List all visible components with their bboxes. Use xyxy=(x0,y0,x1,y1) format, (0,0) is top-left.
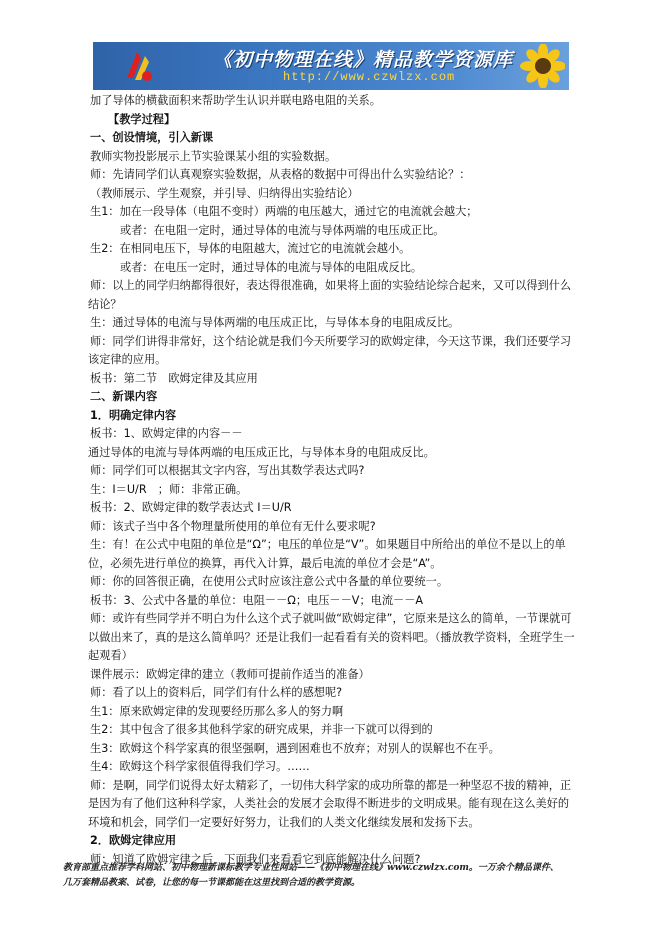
site-logo-icon xyxy=(123,48,153,84)
text-line: 板书：3、公式中各量的单位：电阻－－Ω；电压－－V；电流－－A xyxy=(90,593,424,607)
header-banner xyxy=(93,42,569,90)
text-line: 师：你的回答很正确，在使用公式时应该注意公式中各量的单位要统一。 xyxy=(90,575,449,588)
section-heading: 【教学过程】 xyxy=(108,112,176,126)
text-line: 生：I＝U/R ；师：非常正确。 xyxy=(90,482,248,496)
lesson-body xyxy=(90,92,580,869)
text-line: 生4：欧姆这个科学家很值得我们学习。…… xyxy=(90,760,310,773)
text-line: 生2：其中包含了很多其他科学家的研究成果，并非一下就可以得到的 xyxy=(90,723,433,736)
text-line: 通过导体的电流与导体两端的电压成正比，与导体本身的电阻成反比。 xyxy=(88,445,435,459)
section-heading: 二、新课内容 xyxy=(90,390,158,403)
footer-line: 几万套精品教案、试卷，让您的每一节课都能在这里找到合适的教学资源。 xyxy=(63,878,361,888)
text-line: 师：知道了欧姆定律之后，下面我们来看看它到底能解决什么问题? xyxy=(90,852,421,866)
text-line: 课件展示：欧姆定律的建立（教师可提前作适当的准备） xyxy=(90,667,370,681)
text-paragraph: 师：或许有些同学并不明白为什么这个式子就叫做“欧姆定律”，它原来是这么的简单，一节课就可以做出来了，真的是这么简单吗？还是让我们一起看看有关的资料吧。（播放教学资料，全班学生一起观看） xyxy=(88,612,575,662)
text-line: 师：看了以上的资料后，同学们有什么样的感想呢? xyxy=(90,686,343,699)
banner-url[interactable]: http://www.czwlzx.com xyxy=(283,70,456,84)
section-heading: 一、创设情境，引入新课 xyxy=(90,131,214,144)
text-line: 板书：1、欧姆定律的内容－－ xyxy=(90,427,243,440)
banner-title: 《初中物理在线》精品教学资源库 xyxy=(213,49,514,71)
text-line: 生3：欧姆这个科学家真的很坚强啊，遇到困难也不放弃；对别人的误解也不在乎。 xyxy=(90,741,500,755)
subsection-heading: 1．明确定律内容 xyxy=(90,408,177,422)
footer-line: 教育部重点推荐学科网站、初中物理新课标教学专业性网站——《初中物理在线》www.czwlzx.com。一万余个精品课件、 xyxy=(63,863,559,873)
text-line: 师：同学们可以根据其文字内容，写出其数学表达式吗? xyxy=(90,464,365,477)
text-paragraph: 生：有！在公式中电阻的单位是“Ω”；电压的单位是“V”。如果题目中所给出的单位不是以上的单位，必须先进行单位的换算，再代入计算，最后电流的单位才会是“A”。 xyxy=(88,538,566,570)
text-line: 生：通过导体的电流与导体两端的电压成正比，与导体本身的电阻成反比。 xyxy=(90,316,460,329)
sunflower-icon xyxy=(513,44,565,88)
text-paragraph: 师：以上的同学归纳都得很好，表达得很准确，如果将上面的实验结论综合起来，又可以得到什么结论？ xyxy=(88,279,572,311)
text-paragraph: 师：是啊，同学们说得太好太精彩了，一切伟大科学家的成功所靠的都是一种坚忍不拔的精神，正是因为有了他们这种科学家，人类社会的发展才会取得不断进步的文明成果。能有现在这么美好的环境和机会，同学们一定要好好努力，让我们的人类文化继续发展和发扬下去。 xyxy=(88,778,572,829)
subsection-heading: 2．欧姆定律应用 xyxy=(90,834,177,847)
text-line: （教师展示、学生观察，并引导、归纳得出实验结论） xyxy=(90,186,359,200)
text-line: 加了导体的横截面积来帮助学生认识并联电路电阻的关系。 xyxy=(90,94,381,107)
text-paragraph: 师：同学们讲得非常好，这个结论就是我们今天所要学习的欧姆定律，今天这节课，我们还要学习该定律的应用。 xyxy=(88,334,572,366)
text-line: 教师实物投影展示上节实验课某小组的实验数据。 xyxy=(90,149,337,163)
text-line: 师：先请同学们认真观察实验数据，从表格的数据中可得出什么实验结论？： xyxy=(90,168,471,181)
text-line: 生1：原来欧姆定律的发现要经历那么多人的努力啊 xyxy=(90,704,344,718)
page-footer xyxy=(63,861,603,891)
text-line: 或者：在电阻一定时，通过导体的电流与导体两端的电压成正比。 xyxy=(120,223,445,237)
text-line: 或者：在电压一定时，通过导体的电流与导体的电阻成反比。 xyxy=(120,260,423,274)
text-line: 生1：加在一段导体（电阻不变时）两端的电压越大，通过它的电流就会越大； xyxy=(90,205,478,218)
text-line: 生2：在相同电压下，导体的电阻越大，流过它的电流就会越小。 xyxy=(90,242,411,255)
text-line: 师：该式子当中各个物理量所使用的单位有无什么要求呢? xyxy=(90,519,376,533)
text-line: 板书：第二节 欧姆定律及其应用 xyxy=(90,371,258,385)
text-line: 板书：2、欧姆定律的数学表达式 I＝U/R xyxy=(90,501,292,514)
